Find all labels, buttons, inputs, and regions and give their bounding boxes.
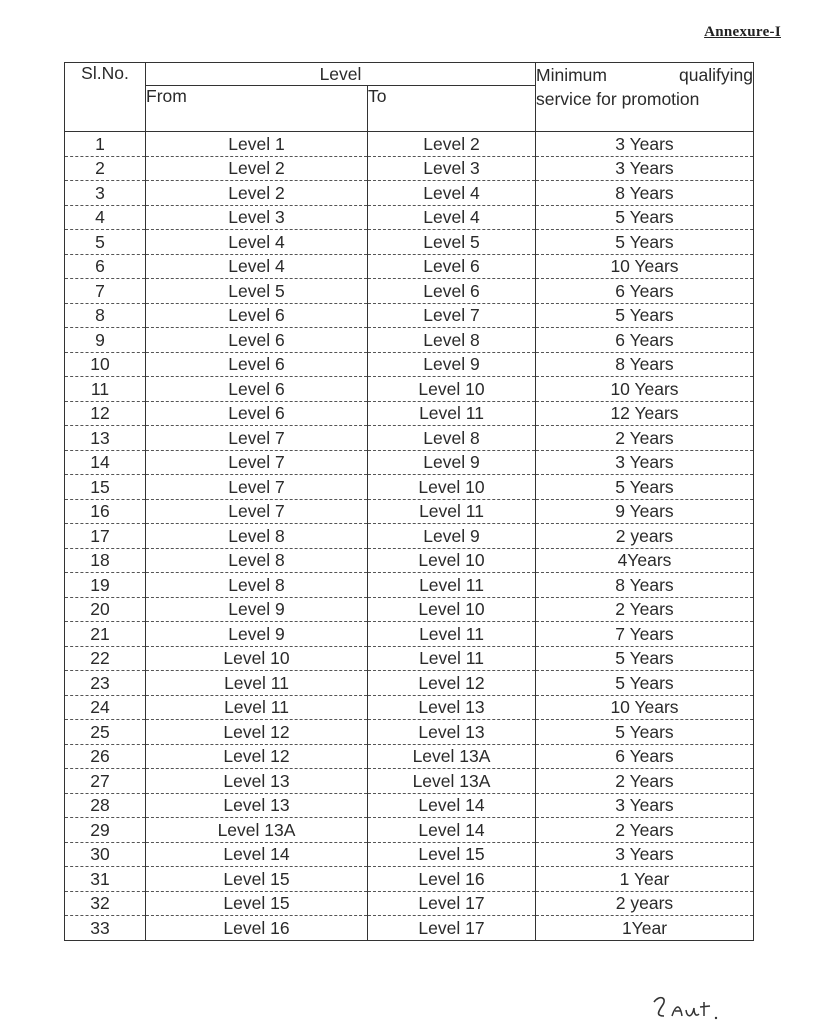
table-row bbox=[65, 622, 754, 647]
cell-to-level: Level 8 bbox=[368, 426, 536, 451]
cell-to-level: Level 13 bbox=[368, 720, 536, 745]
cell-sl-no: 18 bbox=[65, 548, 146, 573]
cell-min-service: 2 years bbox=[536, 524, 754, 549]
cell-min-service: 1 Year bbox=[536, 867, 754, 892]
cell-from-level: Level 2 bbox=[146, 181, 368, 206]
table-row bbox=[65, 499, 754, 524]
cell-sl-no: 20 bbox=[65, 597, 146, 622]
cell-from-level: Level 2 bbox=[146, 156, 368, 181]
header-level: Level bbox=[146, 63, 536, 86]
table-row bbox=[65, 842, 754, 867]
cell-min-service: 2 Years bbox=[536, 818, 754, 843]
cell-min-service: 3 Years bbox=[536, 156, 754, 181]
cell-min-service: 3 Years bbox=[536, 132, 754, 157]
table-row bbox=[65, 205, 754, 230]
handwritten-signature-icon bbox=[650, 994, 720, 1024]
cell-to-level: Level 10 bbox=[368, 548, 536, 573]
cell-min-service: 12 Years bbox=[536, 401, 754, 426]
cell-to-level: Level 14 bbox=[368, 793, 536, 818]
cell-sl-no: 24 bbox=[65, 695, 146, 720]
cell-to-level: Level 10 bbox=[368, 597, 536, 622]
cell-sl-no: 17 bbox=[65, 524, 146, 549]
cell-min-service: 5 Years bbox=[536, 671, 754, 696]
table-row bbox=[65, 671, 754, 696]
cell-sl-no: 27 bbox=[65, 769, 146, 794]
cell-min-service: 5 Years bbox=[536, 475, 754, 500]
cell-from-level: Level 3 bbox=[146, 205, 368, 230]
cell-from-level: Level 5 bbox=[146, 279, 368, 304]
table-row bbox=[65, 524, 754, 549]
cell-sl-no: 1 bbox=[65, 132, 146, 157]
cell-from-level: Level 6 bbox=[146, 303, 368, 328]
cell-sl-no: 29 bbox=[65, 818, 146, 843]
cell-sl-no: 5 bbox=[65, 230, 146, 255]
table-row bbox=[65, 328, 754, 353]
cell-to-level: Level 6 bbox=[368, 254, 536, 279]
header-min-service bbox=[536, 63, 754, 132]
cell-from-level: Level 11 bbox=[146, 671, 368, 696]
cell-to-level: Level 3 bbox=[368, 156, 536, 181]
cell-to-level: Level 4 bbox=[368, 181, 536, 206]
cell-from-level: Level 8 bbox=[146, 524, 368, 549]
cell-to-level: Level 11 bbox=[368, 573, 536, 598]
cell-from-level: Level 8 bbox=[146, 548, 368, 573]
cell-from-level: Level 1 bbox=[146, 132, 368, 157]
cell-to-level: Level 11 bbox=[368, 401, 536, 426]
table-row bbox=[65, 377, 754, 402]
cell-sl-no: 33 bbox=[65, 916, 146, 941]
cell-min-service: 10 Years bbox=[536, 254, 754, 279]
cell-from-level: Level 7 bbox=[146, 450, 368, 475]
cell-sl-no: 25 bbox=[65, 720, 146, 745]
cell-sl-no: 26 bbox=[65, 744, 146, 769]
cell-from-level: Level 10 bbox=[146, 646, 368, 671]
cell-to-level: Level 12 bbox=[368, 671, 536, 696]
cell-from-level: Level 6 bbox=[146, 352, 368, 377]
cell-from-level: Level 11 bbox=[146, 695, 368, 720]
cell-from-level: Level 9 bbox=[146, 622, 368, 647]
cell-sl-no: 4 bbox=[65, 205, 146, 230]
cell-min-service: 6 Years bbox=[536, 279, 754, 304]
header-sl-no: Sl.No. bbox=[65, 63, 146, 132]
cell-min-service: 8 Years bbox=[536, 573, 754, 598]
cell-to-level: Level 9 bbox=[368, 352, 536, 377]
table-row bbox=[65, 646, 754, 671]
cell-min-service: 5 Years bbox=[536, 230, 754, 255]
cell-from-level: Level 6 bbox=[146, 328, 368, 353]
promotion-eligibility-table bbox=[64, 62, 754, 941]
cell-min-service: 5 Years bbox=[536, 720, 754, 745]
cell-to-level: Level 17 bbox=[368, 891, 536, 916]
cell-sl-no: 31 bbox=[65, 867, 146, 892]
cell-to-level: Level 14 bbox=[368, 818, 536, 843]
cell-min-service: 7 Years bbox=[536, 622, 754, 647]
cell-from-level: Level 6 bbox=[146, 401, 368, 426]
cell-from-level: Level 4 bbox=[146, 230, 368, 255]
cell-from-level: Level 7 bbox=[146, 426, 368, 451]
cell-min-service: 6 Years bbox=[536, 328, 754, 353]
table-row bbox=[65, 597, 754, 622]
cell-from-level: Level 9 bbox=[146, 597, 368, 622]
cell-from-level: Level 14 bbox=[146, 842, 368, 867]
cell-sl-no: 19 bbox=[65, 573, 146, 598]
cell-from-level: Level 6 bbox=[146, 377, 368, 402]
table-header bbox=[65, 63, 754, 132]
cell-min-service: 10 Years bbox=[536, 695, 754, 720]
cell-to-level: Level 11 bbox=[368, 646, 536, 671]
cell-min-service: 1Year bbox=[536, 916, 754, 941]
cell-sl-no: 13 bbox=[65, 426, 146, 451]
cell-to-level: Level 5 bbox=[368, 230, 536, 255]
table-row bbox=[65, 254, 754, 279]
cell-min-service: 4Years bbox=[536, 548, 754, 573]
cell-min-service: 2 Years bbox=[536, 426, 754, 451]
table-row bbox=[65, 548, 754, 573]
cell-to-level: Level 16 bbox=[368, 867, 536, 892]
cell-min-service: 5 Years bbox=[536, 646, 754, 671]
cell-from-level: Level 7 bbox=[146, 475, 368, 500]
cell-sl-no: 12 bbox=[65, 401, 146, 426]
cell-to-level: Level 13A bbox=[368, 769, 536, 794]
cell-min-service: 10 Years bbox=[536, 377, 754, 402]
table-row bbox=[65, 426, 754, 451]
table-row bbox=[65, 230, 754, 255]
table-row bbox=[65, 695, 754, 720]
table-row bbox=[65, 303, 754, 328]
cell-sl-no: 28 bbox=[65, 793, 146, 818]
cell-min-service: 3 Years bbox=[536, 450, 754, 475]
cell-min-service: 5 Years bbox=[536, 205, 754, 230]
header-min-service-line2: service for promotion bbox=[536, 89, 700, 109]
cell-from-level: Level 16 bbox=[146, 916, 368, 941]
cell-sl-no: 14 bbox=[65, 450, 146, 475]
cell-from-level: Level 7 bbox=[146, 499, 368, 524]
cell-from-level: Level 12 bbox=[146, 720, 368, 745]
cell-min-service: 3 Years bbox=[536, 842, 754, 867]
header-to: To bbox=[368, 86, 536, 132]
cell-from-level: Level 8 bbox=[146, 573, 368, 598]
cell-to-level: Level 6 bbox=[368, 279, 536, 304]
table-row bbox=[65, 132, 754, 157]
cell-min-service: 3 Years bbox=[536, 793, 754, 818]
table-body bbox=[65, 132, 754, 941]
cell-sl-no: 15 bbox=[65, 475, 146, 500]
cell-to-level: Level 7 bbox=[368, 303, 536, 328]
table-row bbox=[65, 769, 754, 794]
cell-from-level: Level 15 bbox=[146, 891, 368, 916]
cell-to-level: Level 9 bbox=[368, 450, 536, 475]
cell-to-level: Level 4 bbox=[368, 205, 536, 230]
cell-to-level: Level 8 bbox=[368, 328, 536, 353]
table-row bbox=[65, 156, 754, 181]
cell-from-level: Level 15 bbox=[146, 867, 368, 892]
cell-sl-no: 9 bbox=[65, 328, 146, 353]
cell-sl-no: 2 bbox=[65, 156, 146, 181]
cell-from-level: Level 4 bbox=[146, 254, 368, 279]
table-row bbox=[65, 744, 754, 769]
table-row bbox=[65, 916, 754, 941]
cell-to-level: Level 11 bbox=[368, 622, 536, 647]
table-row bbox=[65, 720, 754, 745]
cell-to-level: Level 2 bbox=[368, 132, 536, 157]
cell-min-service: 8 Years bbox=[536, 352, 754, 377]
cell-sl-no: 7 bbox=[65, 279, 146, 304]
table-row bbox=[65, 475, 754, 500]
table-row bbox=[65, 401, 754, 426]
table-row bbox=[65, 818, 754, 843]
cell-min-service: 5 Years bbox=[536, 303, 754, 328]
cell-to-level: Level 10 bbox=[368, 475, 536, 500]
cell-sl-no: 10 bbox=[65, 352, 146, 377]
cell-min-service: 6 Years bbox=[536, 744, 754, 769]
table-row bbox=[65, 867, 754, 892]
cell-from-level: Level 13 bbox=[146, 793, 368, 818]
cell-min-service: 2 Years bbox=[536, 769, 754, 794]
cell-to-level: Level 13A bbox=[368, 744, 536, 769]
table-row bbox=[65, 279, 754, 304]
cell-sl-no: 21 bbox=[65, 622, 146, 647]
cell-from-level: Level 12 bbox=[146, 744, 368, 769]
cell-sl-no: 8 bbox=[65, 303, 146, 328]
cell-min-service: 2 years bbox=[536, 891, 754, 916]
header-min-word: Minimum bbox=[536, 65, 607, 85]
table-row bbox=[65, 793, 754, 818]
cell-sl-no: 32 bbox=[65, 891, 146, 916]
cell-sl-no: 16 bbox=[65, 499, 146, 524]
cell-from-level: Level 13 bbox=[146, 769, 368, 794]
cell-sl-no: 23 bbox=[65, 671, 146, 696]
cell-to-level: Level 10 bbox=[368, 377, 536, 402]
header-min-service-line1 bbox=[536, 63, 753, 87]
header-qualifying-word: qualifying bbox=[679, 65, 753, 85]
cell-min-service: 2 Years bbox=[536, 597, 754, 622]
cell-min-service: 8 Years bbox=[536, 181, 754, 206]
cell-sl-no: 6 bbox=[65, 254, 146, 279]
annexure-title: Annexure-I bbox=[704, 24, 781, 40]
cell-to-level: Level 17 bbox=[368, 916, 536, 941]
cell-to-level: Level 15 bbox=[368, 842, 536, 867]
cell-sl-no: 30 bbox=[65, 842, 146, 867]
cell-sl-no: 11 bbox=[65, 377, 146, 402]
cell-sl-no: 3 bbox=[65, 181, 146, 206]
cell-to-level: Level 9 bbox=[368, 524, 536, 549]
table-row bbox=[65, 891, 754, 916]
table-row bbox=[65, 352, 754, 377]
cell-from-level: Level 13A bbox=[146, 818, 368, 843]
cell-to-level: Level 11 bbox=[368, 499, 536, 524]
table-row bbox=[65, 450, 754, 475]
cell-to-level: Level 13 bbox=[368, 695, 536, 720]
cell-sl-no: 22 bbox=[65, 646, 146, 671]
header-from: From bbox=[146, 86, 368, 132]
table-row bbox=[65, 573, 754, 598]
cell-min-service: 9 Years bbox=[536, 499, 754, 524]
table-row bbox=[65, 181, 754, 206]
